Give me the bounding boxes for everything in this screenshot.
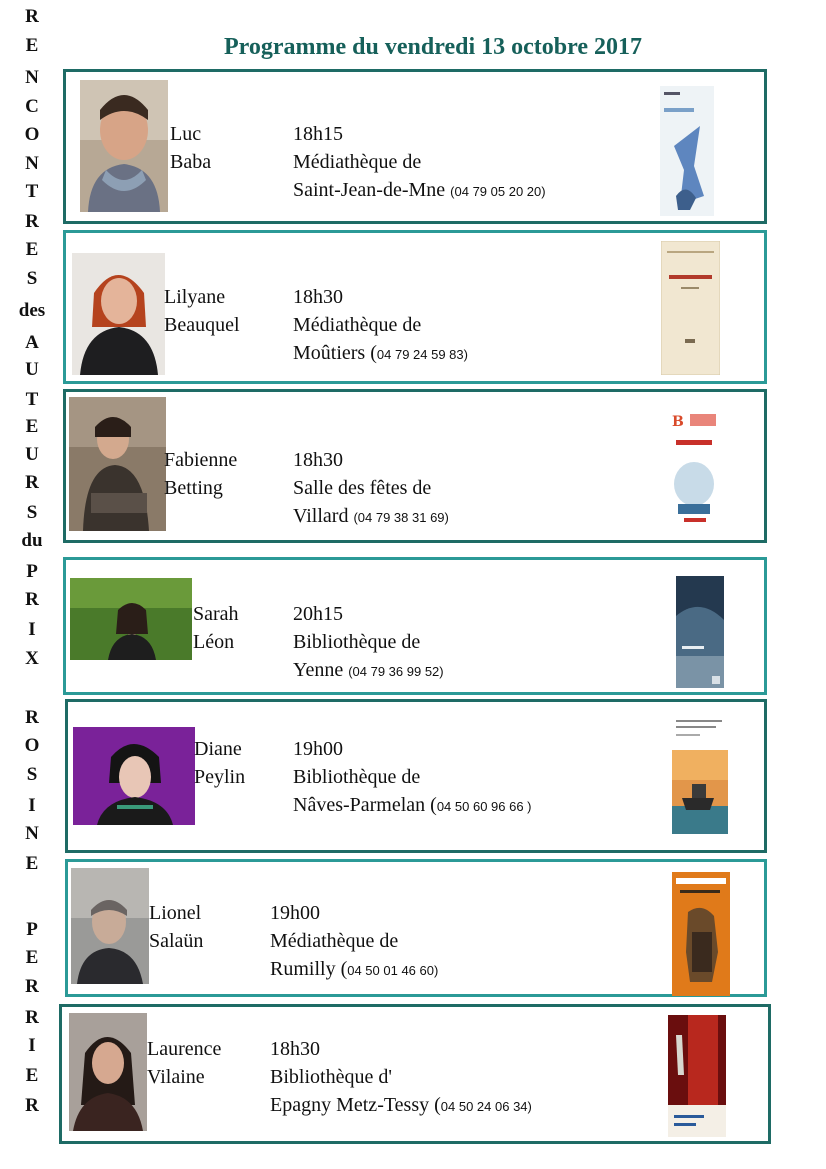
- author-photo: [80, 80, 168, 212]
- author-photo: [69, 397, 166, 531]
- author-photo: [73, 727, 195, 825]
- book-cover: [661, 241, 720, 375]
- vertical-letter: S: [26, 268, 38, 289]
- author-name: Luc Baba: [170, 123, 212, 173]
- vertical-letter: P: [26, 561, 38, 582]
- event-info: 18h30 Médiathèque de Moûtiers (04 79 24 59 83): [293, 286, 468, 364]
- book-cover: [676, 576, 724, 688]
- event-card-diane-peylin: [65, 699, 767, 853]
- author-name: Lionel Salaün: [149, 902, 204, 952]
- vertical-letter: N: [25, 823, 39, 844]
- vertical-letter: T: [25, 389, 39, 410]
- author-photo: [72, 253, 165, 375]
- event-card-luc-baba: [63, 69, 767, 224]
- vertical-letter: U: [25, 444, 39, 465]
- svg-text:B: B: [672, 414, 684, 430]
- book-cover: [668, 404, 720, 528]
- author-name: Diane Peylin: [194, 738, 246, 788]
- vertical-letter: R: [25, 589, 39, 610]
- vertical-letter: O: [24, 735, 40, 756]
- vertical-letter: A: [25, 332, 39, 353]
- vertical-letter: O: [24, 124, 40, 145]
- vertical-letter: R: [25, 472, 39, 493]
- vertical-letter: P: [26, 919, 38, 940]
- vertical-letter: R: [25, 1007, 39, 1028]
- vertical-letter: R: [25, 6, 39, 27]
- event-info: 19h00 Médiathèque de Rumilly (04 50 01 46 60): [270, 902, 439, 980]
- vertical-letter: I: [28, 795, 36, 816]
- vertical-letter: R: [25, 211, 39, 232]
- author-photo: [69, 1013, 147, 1131]
- vertical-letter: N: [25, 67, 39, 88]
- vertical-letter: X: [25, 648, 39, 669]
- vertical-letter: des: [18, 300, 46, 321]
- author-name: Laurence Vilaine: [147, 1038, 222, 1088]
- vertical-letter: T: [25, 181, 39, 202]
- book-cover: [672, 872, 730, 996]
- book-cover: [660, 86, 714, 216]
- event-card-lionel-salaun: [65, 859, 767, 997]
- author-photo: [71, 868, 149, 984]
- author-name: Sarah Léon: [193, 603, 239, 653]
- event-card-laurence-vilaine: [59, 1004, 771, 1144]
- event-card-sarah-leon: [63, 557, 767, 695]
- book-cover: [672, 716, 728, 834]
- vertical-letter: E: [25, 416, 39, 437]
- vertical-letter: I: [28, 1035, 36, 1056]
- vertical-banner: [0, 0, 64, 1169]
- event-info: 18h30 Salle des fêtes de Villard (04 79 38 31 69): [293, 449, 449, 527]
- vertical-letter: N: [25, 153, 39, 174]
- author-name: Fabienne Betting: [164, 449, 238, 499]
- vertical-letter: I: [28, 619, 36, 640]
- vertical-letter: E: [25, 239, 39, 260]
- event-card-lilyane-beauquel: [63, 230, 767, 384]
- vertical-letter: R: [25, 1095, 39, 1116]
- vertical-letter: U: [25, 359, 39, 380]
- event-card-fabienne-betting: [63, 389, 767, 543]
- page-title: Programme du vendredi 13 octobre 2017: [224, 34, 642, 60]
- book-cover: [668, 1015, 726, 1137]
- vertical-letter: C: [25, 96, 39, 117]
- event-info: 20h15 Bibliothèque de Yenne (04 79 36 99 52): [293, 603, 444, 681]
- vertical-letter: S: [26, 764, 38, 785]
- vertical-letter: E: [25, 947, 39, 968]
- vertical-letter: du: [21, 530, 43, 551]
- vertical-letter: S: [26, 502, 38, 523]
- event-info: 19h00 Bibliothèque de Nâves-Parmelan (04 50 60 96 66 ): [293, 738, 532, 816]
- vertical-letter: E: [25, 853, 39, 874]
- vertical-letter: R: [25, 976, 39, 997]
- vertical-letter: E: [25, 35, 39, 56]
- event-info: 18h15 Médiathèque de Saint-Jean-de-Mne (04 79 05 20 20): [293, 123, 546, 201]
- author-photo: [70, 578, 192, 660]
- author-name: Lilyane Beauquel: [164, 286, 240, 336]
- vertical-letter: R: [25, 707, 39, 728]
- event-info: 18h30 Bibliothèque d' Epagny Metz-Tessy (04 50 24 06 34): [270, 1038, 532, 1116]
- vertical-letter: E: [25, 1065, 39, 1086]
